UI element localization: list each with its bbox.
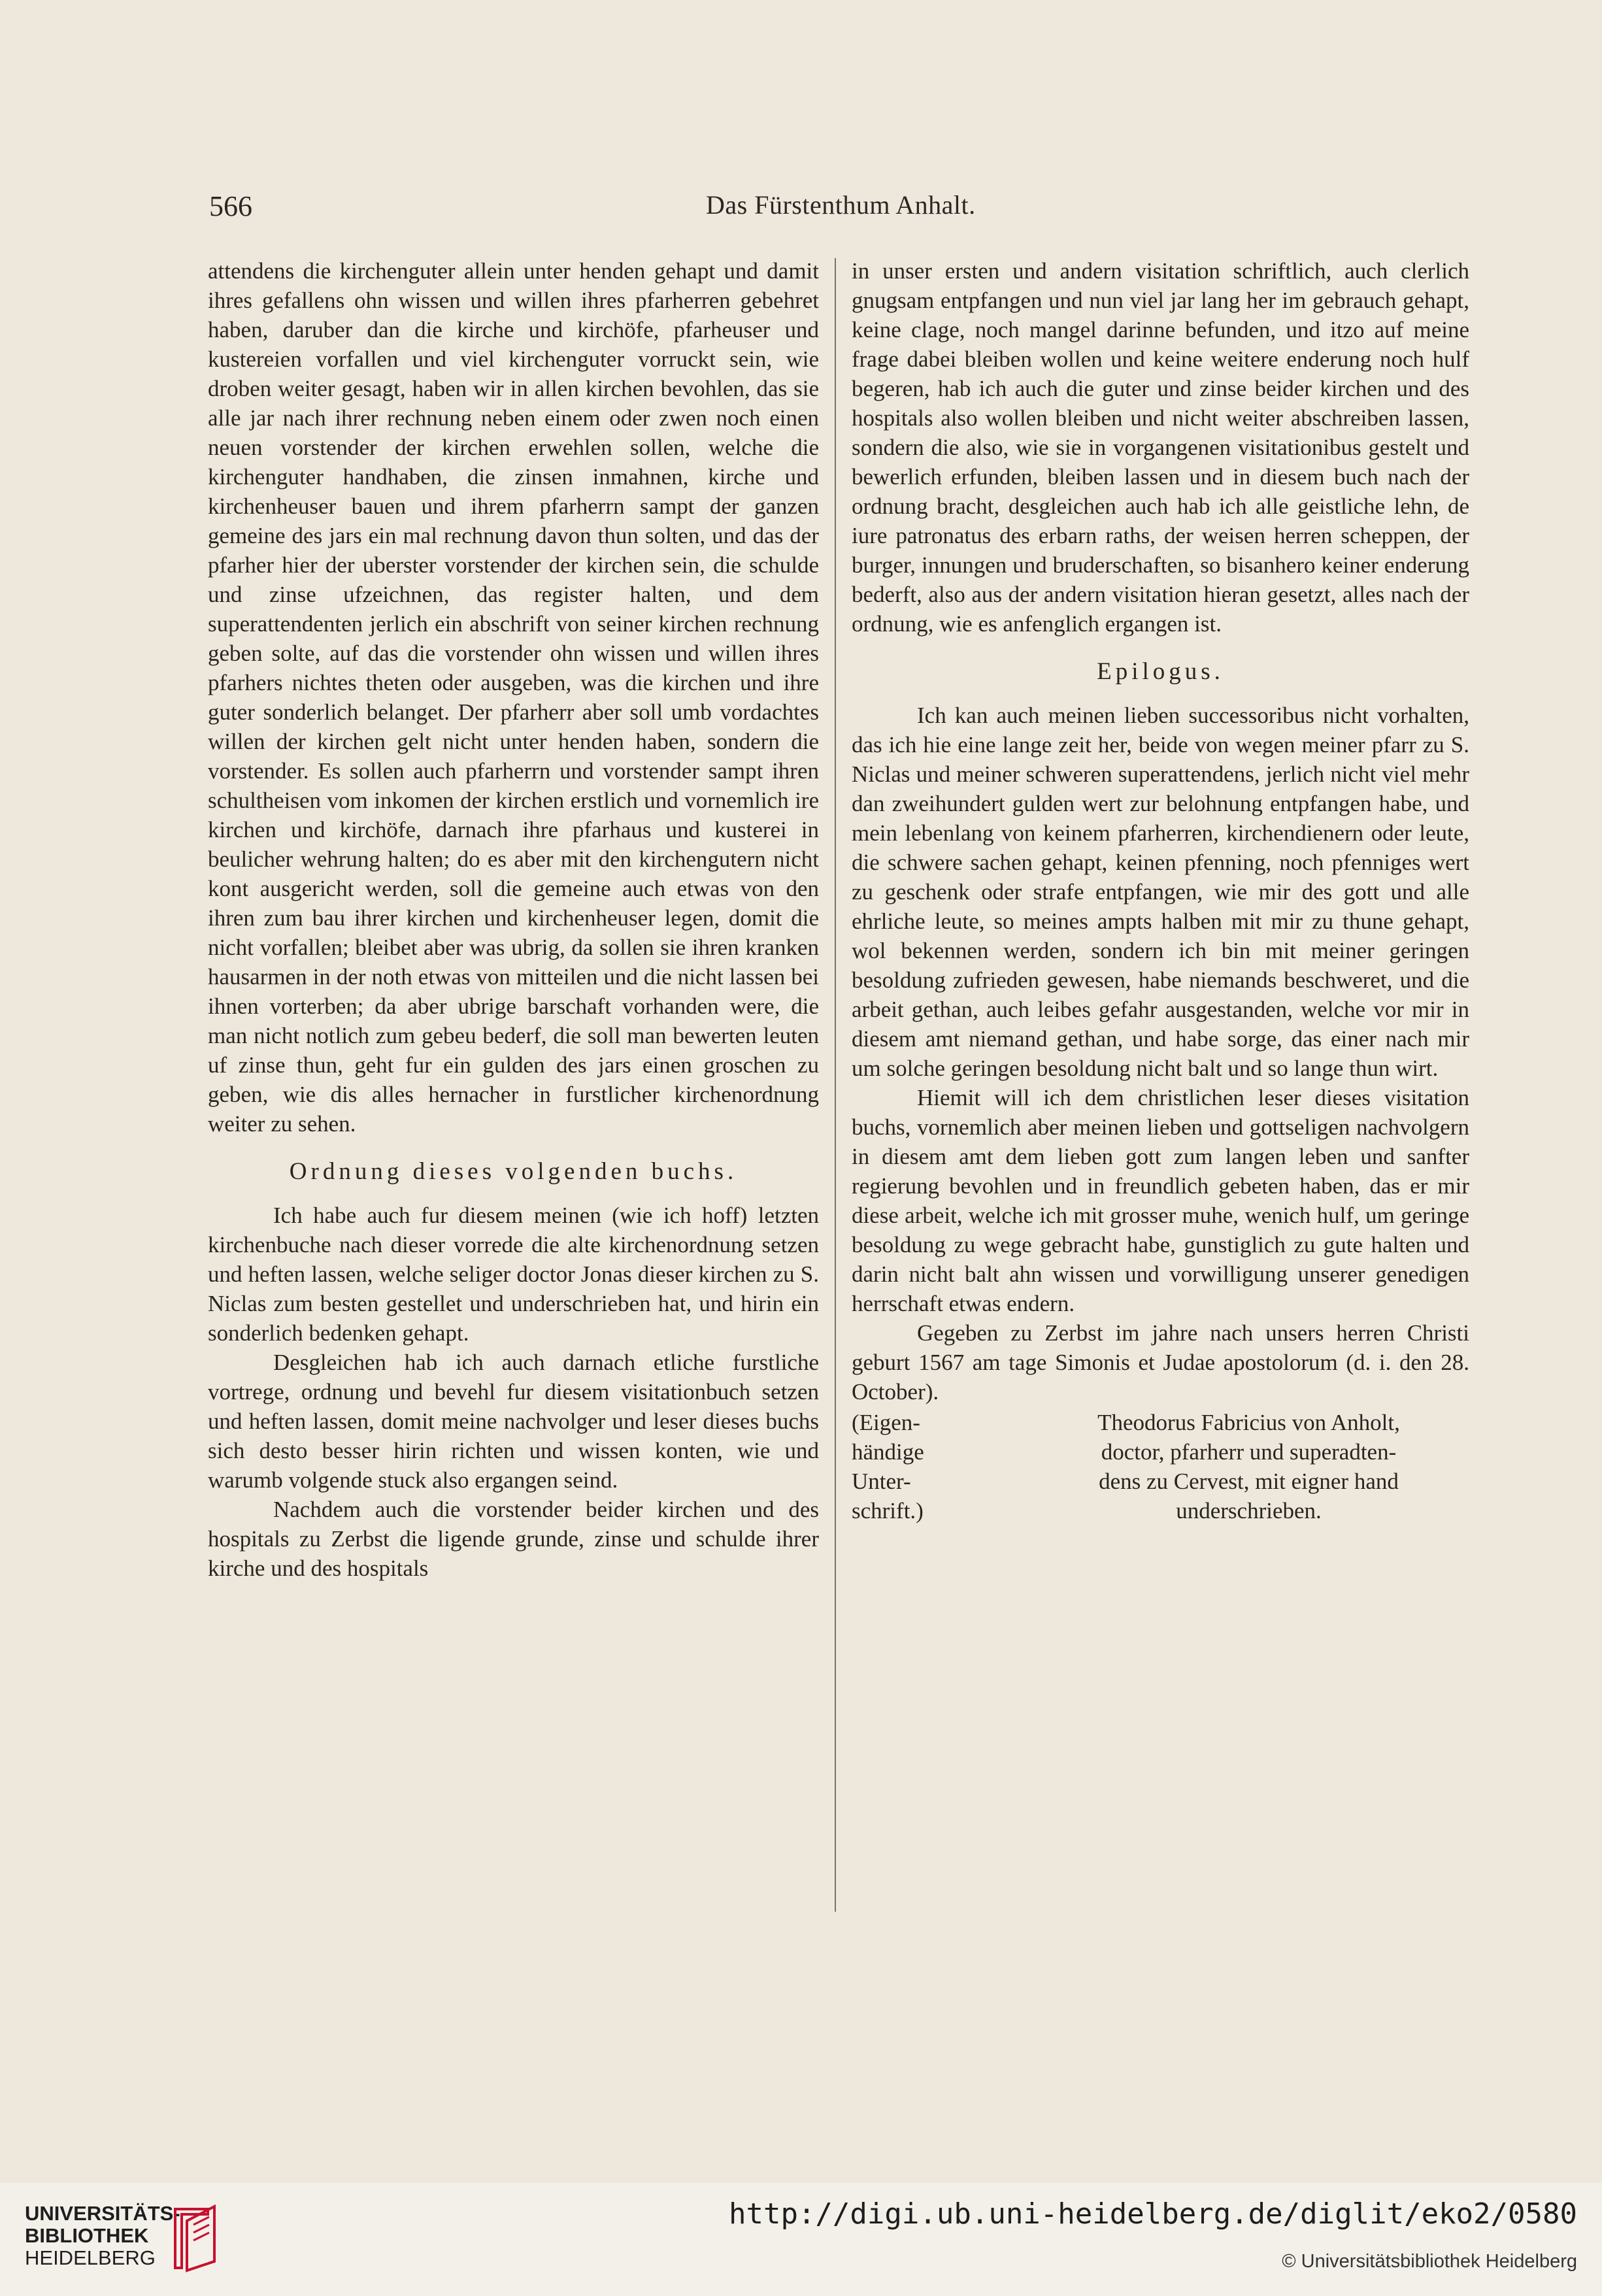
signature-name: Theodorus Fabricius von Anholt, doctor, pfarherr und superadten- dens zu Cervest, mit eigner hand underschrieben. [1097,1410,1400,1523]
running-head: Das Fürstenthum Anhalt. [706,190,976,220]
paragraph: Ich kan auch meinen lieben successoribus nicht vorhalten, das ich hie eine lange zeit her, beide von wegen meiner pfarr zu S. Niclas und meiner schweren superattendens, jerlich nicht viel mehr dan zweihundert gulden wert zur belohnung entpfangen habe, und mein lebenlang von keinem pfarherren, kirchendienern oder leute, die schwere sachen gehapt, keinen pfenning, noch pfenniges wert zu geschenk oder strafe entpfangen, wie mir des gott und alle ehrliche leute, so meines ampts halben mit mir zu thune gehapt, wol bekennen werden, sondern ich bin mit meiner geringen besoldung zufrieden gewesen, habe niemands beschweret, und die arbeit gethan, auch leibes gefahr ausgestanden, welche vor mir in diesem amt niemand gethan, und habe sorge, das einer nach mir um solche geringen besoldung nicht balt und so lange thun wirt. [852,703,1469,1081]
section-heading: Ordnung dieses volgenden buchs. [289,1158,738,1185]
logo-line: UNIVERSITÄTS- [25,2202,180,2225]
page-number: 566 [209,190,252,222]
left-column [208,256,819,1583]
right-column [852,256,1469,1525]
column-divider [835,258,836,1912]
logo-line: HEIDELBERG [25,2246,156,2269]
signature-note: (Eigen- händige Unter- schrift.) [852,1410,924,1523]
paragraph: Gegeben zu Zerbst im jahre nach unsers herren Christi geburt 1567 am tage Simonis et Judae apostolorum (d. i. den 28. October). [852,1320,1469,1405]
library-logo [25,2203,221,2274]
section-heading: Epilogus. [1097,658,1224,685]
signature-block [852,1408,1469,1525]
library-emblem-icon [162,2203,221,2273]
paragraph: attendens die kirchenguter allein unter henden gehapt und damit ihres gefallens ohn wissen und willen ihres pfarherren gebehret haben, daruber dan die kirche und kirchöfe, pfarheuser und kustereien vorfallen und viel kirchenguter vorruckt sein, wie droben weiter gesagt, haben wir in allen kirchen bevohlen, das sie alle jar nach ihrer rechnung neben einem oder zwen noch einen neuen vorstender der kirchen erwehlen sollen, welche die kirchenguter handhaben, die zinsen inmahnen, kirche und kirchenheuser bauen und ihrem pfarherrn sampt der ganzen gemeine des jars ein mal rechnung davon thun solten, und das der pfarher hier der uberster vorstender der kirchen sein, die schulde und zinse ufzeichnen, das register halten, und dem superattendenten jerlich ein abschrift von seiner kirchen rechnung geben solte, auf das die vorstender ohn wissen und willen ihres pfarhers nichtes theten oder ausgeben, was die kirchen und ihre guter sonderlich belanget. Der pfarherr aber soll umb vordachtes willen der kirchen gelt nicht unter henden haben, sondern die vorstender. Es sollen auch pfarherrn und vorstender sampt ihren schultheisen vom inkomen der kirchen erstlich und vornemlich ire kirchen und kirchöfe, darnach ihre pfarhaus und kusterei in beulicher wehrung halten; do es aber mit den kirchengutern nicht kont ausgericht werden, soll die gemeine auch etwas von den ihren zum bau ihrer kirchen und kirchenheuser legen, domit die nicht vorfallen; bleibet aber was ubrig, da sollen sie ihren kranken hausarmen in der noth etwas von mitteilen und die nicht lassen bei ihnen vorterben; da aber ubrige barschaft vorhanden were, die man nicht notlich zum gebeu bederf, die soll man bewerten leuten uf zinse thun, geht fur ein gulden des jars einen groschen zu geben, wie dis alles hernacher in furstlicher kirchenordnung weiter zu sehen. [208,258,819,1137]
digitization-footer [0,2183,1602,2296]
logo-text [25,2203,180,2269]
permalink[interactable]: http://digi.ub.uni-heidelberg.de/diglit/eko2/0580 [728,2197,1577,2231]
paragraph: Hiemit will ich dem christlichen leser dieses visitation buchs, vornemlich aber meinen lieben und gottseligen nachvolgern in diesem amt dem lieben gott zum langen leben und sanfter regierung bevohlen und in freundlich gebeten haben, das er mir diese arbeit, welche ich mit grosser muhe, wenich hulf, um geringe besoldung zu wege gebracht habe, gunstiglich zu gute halten und darin nicht balt ahn wissen und vorwilligung unserer genedigen herrschaft etwas endern. [852,1085,1469,1316]
paragraph: Desgleichen hab ich auch darnach etliche furstliche vortrege, ordnung und bevehl fur diesem visitationbuch setzen und heften lassen, domit meine nachvolger und leser dieses buchs sich desto besser hirin richten und wissen konten, wie und warumb volgende stuck also ergangen seind. [208,1350,819,1493]
copyright-notice: © Universitätsbibliothek Heidelberg [1282,2251,1577,2272]
paragraph: Nachdem auch die vorstender beider kirchen und des hospitals zu Zerbst die ligende grunde, zinse und schulde ihrer kirche und des hospitals [208,1497,819,1581]
paragraph: Ich habe auch fur diesem meinen (wie ich hoff) letzten kirchenbuche nach dieser vorrede die alte kirchenordnung setzen und heften lassen, welche seliger doctor Jonas dieser kirchen zu S. Niclas zum besten gestellet und underschrieben hat, und hirin ein sonderlich bedenken gehapt. [208,1203,819,1346]
logo-line: BIBLIOTHEK [25,2224,149,2247]
paragraph: in unser ersten und andern visitation schriftlich, auch clerlich gnugsam entpfangen und nun viel jar lang her im gebrauch gehapt, keine clage, noch mangel darinne befunden, und itzo auf meine frage dabei bleiben wollen und keine weitere enderung noch hulf begeren, hab ich auch die guter und zinse beider kirchen und des hospitals also wollen bleiben und nicht weiter abschreiben lassen, sondern die also, wie sie in vorgangenen visitationibus gestelt und bewerlich erfunden, bleiben lassen und in diesem buch nach der ordnung bracht, desgleichen auch hab ich alle geistliche lehn, de iure patronatus des erbarn raths, der weisen herren scheppen, der burger, innungen und bruderschaften, so bisanhero keiner enderung bederft, also aus der andern visitation hieran gesetzt, alles nach der ordnung, wie es anfenglich ergangen ist. [852,258,1469,637]
